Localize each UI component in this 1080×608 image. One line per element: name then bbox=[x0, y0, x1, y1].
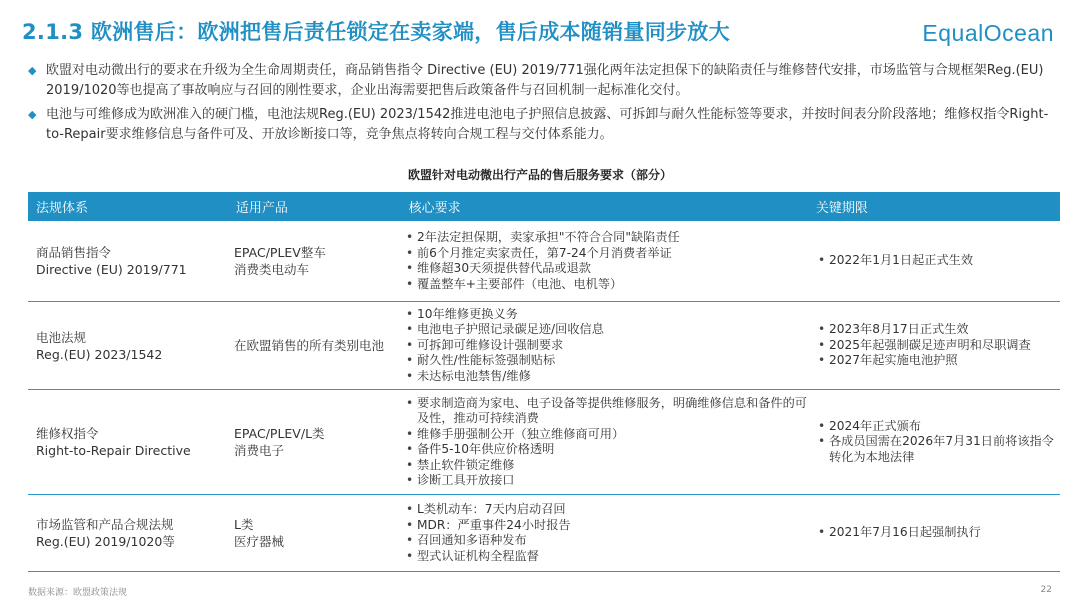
product-line: 消费电子 bbox=[234, 443, 285, 458]
requirement-item: • 10年维修更换义务 bbox=[404, 307, 808, 323]
requirement-item: • 维修超30天须提供替代品或退款 bbox=[404, 261, 808, 277]
law-name: 市场监管和产品合规法规 bbox=[36, 517, 174, 532]
requirement-item: • 禁止软件锁定维修 bbox=[404, 458, 808, 474]
deadline-item: • 2022年1月1日起正式生效 bbox=[816, 253, 1060, 269]
requirement-item: • 维修手册强制公开（独立维修商可用） bbox=[404, 427, 808, 443]
requirements-cell bbox=[396, 230, 808, 292]
requirements-cell bbox=[396, 396, 808, 489]
product-line: 消费类电动车 bbox=[234, 262, 310, 277]
deadline-item: • 各成员国需在2026年7月31日前将该指令转化为本地法律 bbox=[816, 434, 1060, 465]
requirement-item: • 要求制造商为家电、电子设备等提供维修服务，明确维修信息和备件的可及性，推动可持续消费 bbox=[404, 396, 808, 427]
requirements-table bbox=[28, 192, 1060, 572]
product-cell bbox=[226, 244, 396, 278]
requirement-item: • 覆盖整车+主要部件（电池、电机等） bbox=[404, 277, 808, 293]
requirement-item: • MDR：严重事件24小时报告 bbox=[404, 518, 808, 534]
law-ref: Right-to-Repair Directive bbox=[36, 443, 191, 458]
product-cell bbox=[226, 516, 396, 550]
product-cell bbox=[226, 425, 396, 459]
product-line: EPAC/PLEV/L类 bbox=[234, 426, 325, 441]
law-cell bbox=[28, 244, 226, 278]
law-ref: Directive (EU) 2019/771 bbox=[36, 262, 187, 277]
requirements-cell bbox=[396, 307, 808, 385]
deadline-cell bbox=[808, 419, 1060, 466]
data-source-note: 数据来源：欧盟政策法规 bbox=[28, 588, 128, 598]
summary-bullet-text: 欧盟对电动微出行的要求在升级为全生命周期责任，商品销售指令 Directive (EU) 2019/771强化两年法定担保下的缺陷责任与维修替代安排，市场监管与合规框架Reg.(EU) 2019/1020等也提高了事故响应与召回的刚性要求，企业出海需要把售后政策备件与召回机制一起标准化交付。 bbox=[46, 63, 1044, 98]
page-title: 2.1.3 欧洲售后：欧洲把售后责任锁定在卖家端，售后成本随销量同步放大 bbox=[22, 20, 730, 44]
table-row bbox=[28, 302, 1060, 390]
summary-bullets bbox=[28, 61, 1058, 149]
requirement-item: • 耐久性/性能标签强制贴标 bbox=[404, 353, 808, 369]
requirement-item: • 备件5-10年供应价格透明 bbox=[404, 442, 808, 458]
table-header bbox=[28, 192, 1060, 221]
requirement-item: • 前6个月推定卖家责任，第7-24个月消费者举证 bbox=[404, 246, 808, 262]
deadline-item: • 2021年7月16日起强制执行 bbox=[816, 525, 1060, 541]
summary-bullet bbox=[28, 61, 1058, 101]
law-name: 商品销售指令 bbox=[36, 245, 112, 260]
deadline-item: • 2025年起强制碳足迹声明和尽职调查 bbox=[816, 338, 1060, 354]
diamond-bullet-icon: ◆ bbox=[28, 64, 37, 77]
law-ref: Reg.(EU) 2019/1020等 bbox=[36, 534, 175, 549]
product-line: L类 bbox=[234, 517, 254, 532]
summary-bullet bbox=[28, 105, 1058, 145]
deadline-item: • 2023年8月17日正式生效 bbox=[816, 322, 1060, 338]
law-name: 维修权指令 bbox=[36, 426, 99, 441]
header-cell: 法规体系 bbox=[36, 201, 89, 216]
product-line: 在欧盟销售的所有类别电池 bbox=[234, 338, 385, 353]
table-row bbox=[28, 495, 1060, 572]
law-cell bbox=[28, 329, 226, 363]
requirements-cell bbox=[396, 502, 808, 564]
brand-logo: EqualOcean bbox=[922, 20, 1054, 46]
table-row bbox=[28, 390, 1060, 495]
requirement-item: • 召回通知多语种发布 bbox=[404, 533, 808, 549]
product-cell bbox=[226, 337, 396, 354]
requirement-item: • 可拆卸可维修设计强制要求 bbox=[404, 338, 808, 354]
table-caption: 欧盟针对电动微出行产品的售后服务要求（部分） bbox=[407, 168, 672, 182]
deadline-cell bbox=[808, 322, 1060, 369]
requirement-item: • 诊断工具开放接口 bbox=[404, 473, 808, 489]
table-row bbox=[28, 221, 1060, 302]
header-cell: 核心要求 bbox=[408, 201, 461, 216]
product-line: 医疗器械 bbox=[234, 534, 285, 549]
requirement-item: • 型式认证机构全程监督 bbox=[404, 549, 808, 565]
deadline-cell bbox=[808, 525, 1060, 541]
header-cell: 关键期限 bbox=[815, 201, 868, 216]
law-ref: Reg.(EU) 2023/1542 bbox=[36, 346, 163, 362]
summary-bullet-text: 电池与可维修成为欧洲准入的硬门槛，电池法规Reg.(EU) 2023/1542推进电池电子护照信息披露、可拆卸与耐久性能标签等要求，并按时间表分阶段落地；维修权指令Right-to-Repair要求维修信息与备件可及、开放诊断接口等，竞争焦点将转向合规工程与交付体系能力。 bbox=[46, 107, 1049, 142]
requirement-item: • 2年法定担保期，卖家承担"不符合合同"缺陷责任 bbox=[404, 230, 808, 246]
requirement-item: • 电池电子护照记录碳足迹/回收信息 bbox=[404, 322, 808, 338]
requirement-item: • L类机动车：7天内启动召回 bbox=[404, 502, 808, 518]
product-line: EPAC/PLEV整车 bbox=[234, 245, 326, 260]
header-cell: 适用产品 bbox=[235, 201, 288, 216]
page-number: 22 bbox=[1040, 585, 1052, 595]
diamond-bullet-icon: ◆ bbox=[28, 108, 37, 121]
law-cell bbox=[28, 516, 226, 550]
deadline-cell bbox=[808, 253, 1060, 269]
deadline-item: • 2027年起实施电池护照 bbox=[816, 353, 1060, 369]
deadline-item: • 2024年正式颁布 bbox=[816, 419, 1060, 435]
law-cell bbox=[28, 425, 226, 459]
requirement-item: • 未达标电池禁售/维修 bbox=[404, 369, 808, 385]
law-name: 电池法规 bbox=[36, 329, 87, 345]
